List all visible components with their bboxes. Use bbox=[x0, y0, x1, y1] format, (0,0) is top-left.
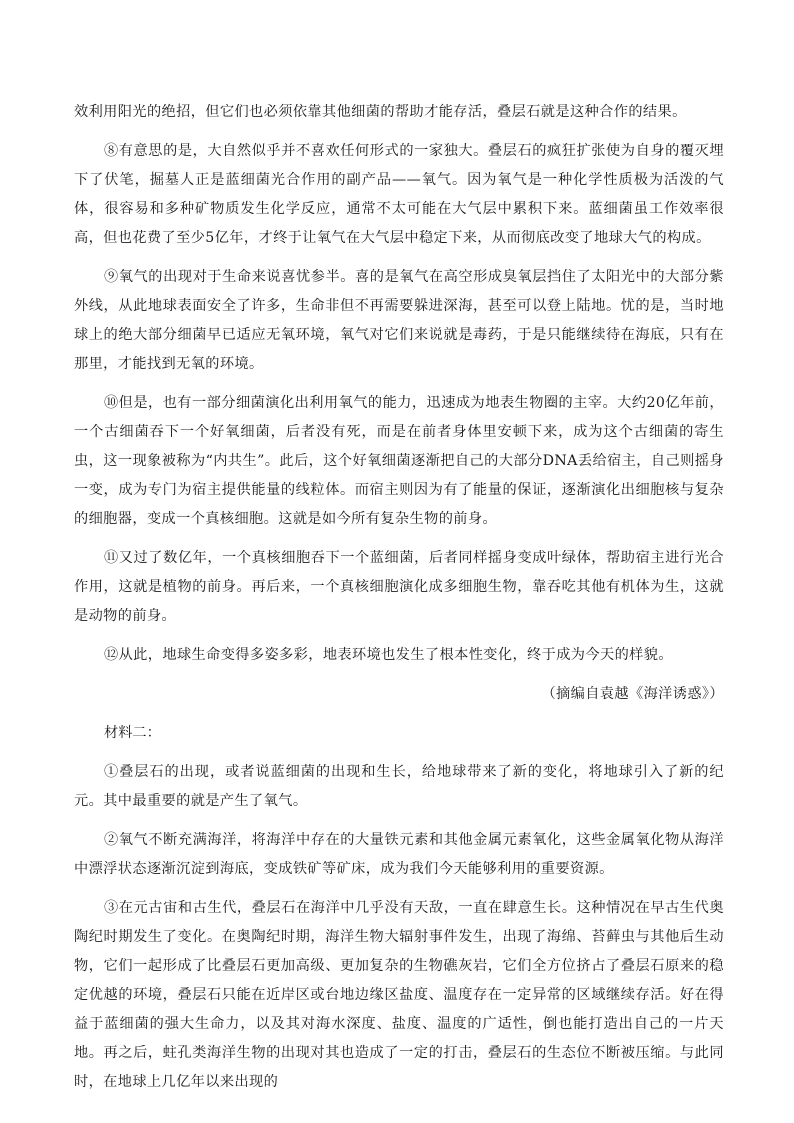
source-citation: （摘编自袁越《海洋诱惑》） bbox=[541, 686, 724, 702]
material-paragraph-3: ③在元古宙和古生代，叠层石在海洋中几乎没有天敌，一直在肆意生长。这种情况在早古生代奥陶纪时期发生了变化。在奥陶纪时期，海洋生物大辐射事件发生，出现了海绵、苔藓虫与其他后生动物，它们一起形成了比叠层石更加高级、更加复杂的生物礁灰岩，它们全方位挤占了叠层石原来的稳定优越的环境，叠层石只能在近岸区或台地边缘区盐度、温度存在一定异常的区域继续存活。好在得益于蓝细菌的强大生命力，以及其对海水深度、盐度、温度的广适性，倒也能打造出自己的一片天地。再之后，蛀孔类海洋生物的出现对其也造成了一定的打击，叠层石的生态位不断被压缩。与此同时，在地球上几亿年以来出现的 bbox=[74, 900, 724, 1090]
paragraph-8: ⑧有意思的是，大自然似乎并不喜欢任何形式的一家独大。叠层石的疯狂扩张使为自身的覆灭埋下了伏笔，掘墓人正是蓝细菌光合作用的副产品——氧气。因为氧气是一种化学性质极为活泼的气体，很容易和多种矿物质发生化学反应，通常不太可能在大气层中累积下来。蓝细菌虽工作效率很高，但也花费了至少5亿年，才终于让氧气在大气层中稳定下来，从而彻底改变了地球大气的构成。 bbox=[74, 143, 724, 246]
material-paragraph-2: ②氧气不断充满海洋，将海洋中存在的大量铁元素和其他金属元素氧化，这些金属氧化物从海洋中漂浮状态逐渐沉淀到海底，变成铁矿等矿床，成为我们今天能够利用的重要资源。 bbox=[74, 832, 724, 877]
material-two-heading: 材料二： bbox=[104, 725, 161, 741]
document-page bbox=[74, 98, 724, 1107]
material-paragraph-1: ①叠层石的出现，或者说蓝细菌的出现和生长，给地球带来了新的变化，将地球引入了新的纪元。其中最重要的就是产生了氧气。 bbox=[74, 764, 724, 809]
paragraph-12: ⑫从此，地球生命变得多姿多彩，地表环境也发生了根本性变化，终于成为今天的样貌。 bbox=[104, 647, 673, 663]
paragraph-continuation: 效利用阳光的绝招，但它们也必须依靠其他细菌的帮助才能存活，叠层石就是这种合作的结果。 bbox=[74, 104, 687, 120]
paragraph-9: ⑨氧气的出现对于生命来说喜忧参半。喜的是氧气在高空形成臭氧层挡住了太阳光中的大部分紫外线，从此地球表面安全了许多，生命非但不再需要躲进深海，甚至可以登上陆地。忧的是，当时地球上的绝大部分细菌早已适应无氧环境，氧气对它们来说就是毒药，于是只能继续待在海底，只有在那里，才能找到无氧的环境。 bbox=[74, 269, 724, 372]
paragraph-10: ⑩但是，也有一部分细菌演化出利用氧气的能力，迅速成为地表生物圈的主宰。大约20亿年前，一个古细菌吞下一个好氧细菌，后者没有死，而是在前者身体里安顿下来，成为这个古细菌的寄生虫，这一现象被称为“内共生”。此后，这个好氧细菌逐渐把自己的大部分DNA丢给宿主，自己则摇身一变，成为专门为宿主提供能量的线粒体。而宿主则因为有了能量的保证，逐渐演化出细胞核与复杂的细胞器，变成一个真核细胞。这就是如今所有复杂生物的前身。 bbox=[74, 395, 724, 527]
paragraph-11: ⑪又过了数亿年，一个真核细胞吞下一个蓝细菌，后者同样摇身变成叶绿体，帮助宿主进行光合作用，这就是植物的前身。再后来，一个真核细胞演化成多细胞生物，靠吞吃其他有机体为生，这就是动物的前身。 bbox=[74, 550, 724, 624]
